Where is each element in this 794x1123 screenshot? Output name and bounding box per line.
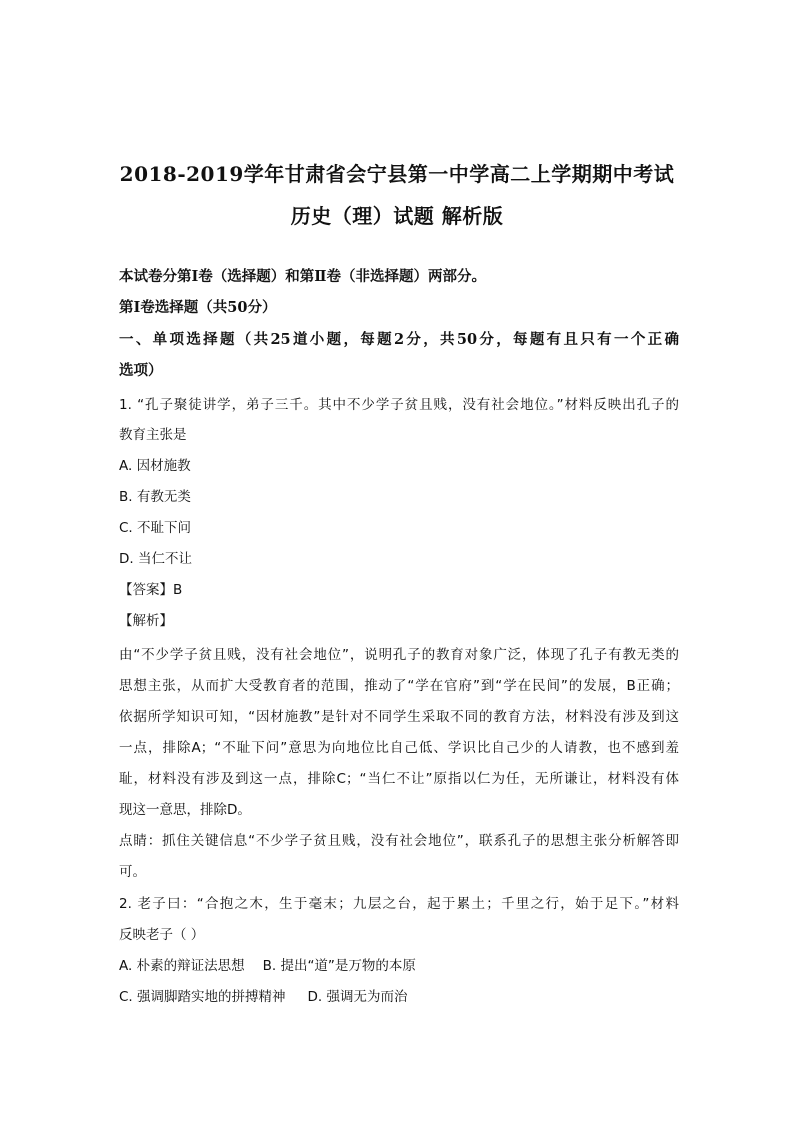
q1-stem-line2: 教育主张是 [119,427,187,443]
q1-option-b: B. 有教无类 [119,489,191,505]
part1-title: 第Ⅰ卷选择题（共50分） [119,299,277,316]
q1-analysis-line: 由“不少学子贫且贱，没有社会地位”，说明孔子的教育对象广泛，体现了孔子有教无类的 [119,647,679,663]
q1-analysis-line: 思想主张，从而扩大受教育者的范围，推动了“学在官府”到“学在民间”的发展，B正确； [119,678,679,694]
q2-stem-line1: 2. 老子曰：“合抱之木，生于毫末；九层之台，起于累土；千里之行，始于足下。”材料 [119,896,679,912]
q1-analysis-line: 耻，材料没有涉及到这一点，排除C；“当仁不让”原指以仁为任，无所谦让，材料没有体 [119,771,679,787]
q2-option-d: D. 强调无为而治 [307,989,408,1005]
q2-option-b: B. 提出“道”是万物的本原 [262,958,416,974]
q1-analysis-label: 【解析】 [119,613,173,629]
q1-tip-line: 点睛：抓住关键信息“不少学子贫且贱，没有社会地位”，联系孔子的思想主张分析解答即 [119,833,679,849]
q1-tip-line: 可。 [119,864,146,880]
q1-option-c: C. 不耻下问 [119,520,192,536]
q1-answer: 【答案】B [119,582,183,598]
q2-option-c: C. 强调脚踏实地的拼搏精神 [119,989,286,1005]
q2-options-row1 [119,957,679,975]
doc-title-line2: 历史（理）试题 解析版 [290,204,504,228]
intro-text: 本试卷分第Ⅰ卷（选择题）和第Ⅱ卷（非选择题）两部分。 [119,268,487,285]
q1-analysis-line: 一点，排除A；“不耻下问”意思为向地位比自己低、学识比自己少的人请教，也不感到羞 [119,740,679,756]
q1-analysis-line: 现这一意思，排除D。 [119,802,251,818]
q1-option-d: D. 当仁不让 [119,551,192,567]
q2-stem-line2: 反映老子（ ） [119,927,205,943]
doc-title-line1: 2018-2019学年甘肃省会宁县第一中学高二上学期期中考试 [119,162,675,186]
section1-title-line1: 一、单项选择题（共25道小题，每题2分，共50分，每题有且只有一个正确 [119,331,679,348]
q1-option-a: A. 因材施教 [119,458,191,474]
q1-stem-line1: 1. “孔子聚徒讲学，弟子三千。其中不少学子贫且贱，没有社会地位。”材料反映出孔子的 [119,397,679,413]
section1-title-line2: 选项） [119,362,163,379]
q2-options-row2 [119,988,679,1006]
q2-option-a: A. 朴素的辩证法思想 [119,958,245,974]
q1-analysis-line: 依据所学知识可知，“因材施教”是针对不同学生采取不同的教育方法，材料没有涉及到这 [119,709,679,725]
